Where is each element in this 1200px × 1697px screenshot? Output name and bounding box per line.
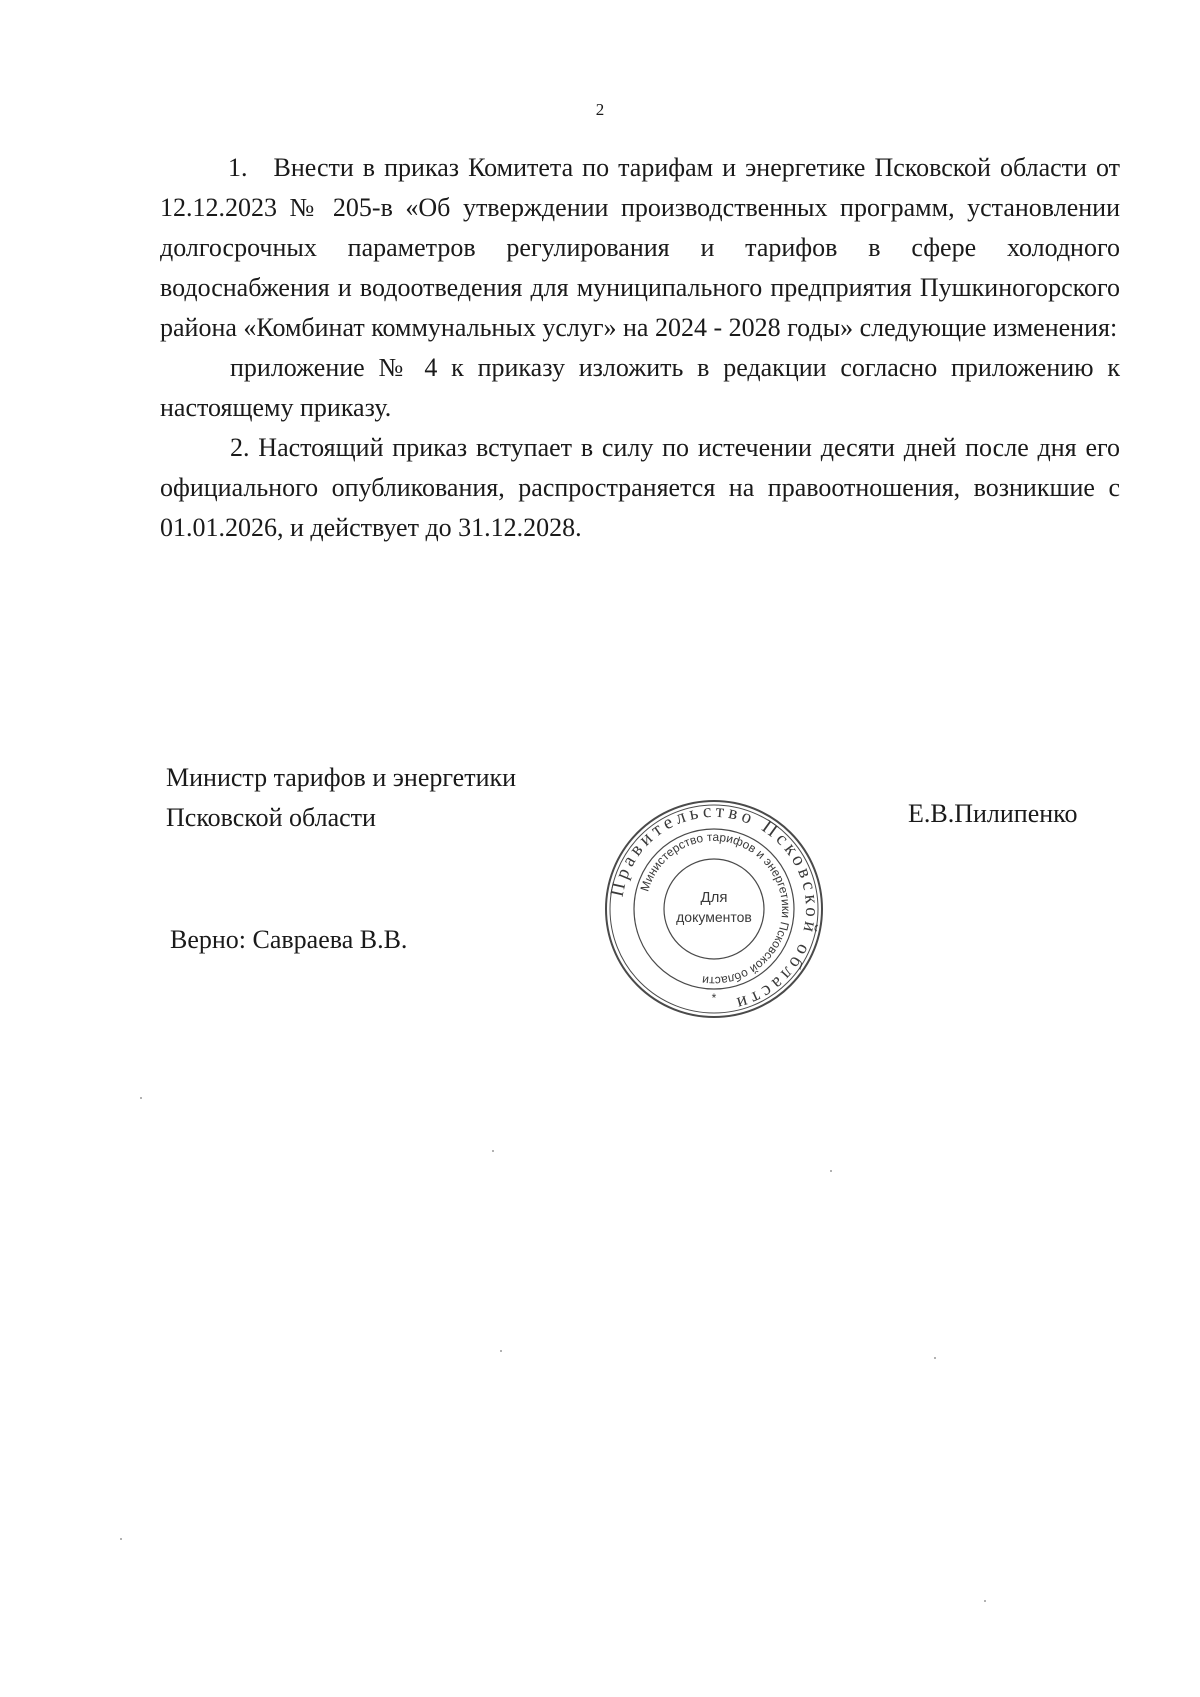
signatory-name: Е.В.Пилипенко (908, 799, 1078, 828)
stamp-center-line-2: документов (676, 909, 752, 925)
paragraph-1: 1. Внести в приказ Комитета по тарифам и энергетике Псковской области от 12.12.2023 № 205-в «Об утверждении производственных программ, установлении долгосрочных параметров регулирования и тарифов в сфере холодного водоснабжения и водоотведения для муниципального предприятия Пушкиногорского района «Комбинат коммунальных услуг» на 2024 - 2028 годы» следующие изменения: (160, 153, 1120, 342)
paragraph-3: 2. Настоящий приказ вступает в силу по истечении десяти дней после дня его официального опубликования, распространяется на правоотношения, возникшие с 01.01.2026, и действует до 31.12.2028. (160, 433, 1120, 542)
scan-speck (934, 1357, 936, 1359)
scan-speck (830, 1170, 832, 1172)
page-number: 2 (595, 100, 605, 119)
scan-speck (140, 1097, 142, 1099)
signatory-position-line-1: Министр тарифов и энергетики (166, 763, 517, 792)
certified-copy-note: Верно: Савраева В.В. (170, 925, 408, 954)
scan-speck (984, 1600, 986, 1602)
stamp-star-icon: * (711, 991, 717, 1005)
scan-speck (492, 1150, 494, 1152)
stamp-outer-text: Правительство Псковской области (606, 800, 823, 1015)
scan-speck (120, 1538, 122, 1540)
paragraph-2: приложение № 4 к приказу изложить в редакции согласно приложению к настоящему приказу. (160, 353, 1120, 422)
signatory-position-line-2: Псковской области (166, 803, 376, 832)
stamp-inner-text: Министерство тарифов и энергетики Псковской области (637, 829, 794, 989)
document-body (160, 148, 1120, 548)
stamp-center-line-1: Для (700, 889, 728, 906)
signatory-position (166, 758, 516, 838)
official-stamp (603, 798, 825, 1020)
scan-speck (500, 1350, 502, 1352)
